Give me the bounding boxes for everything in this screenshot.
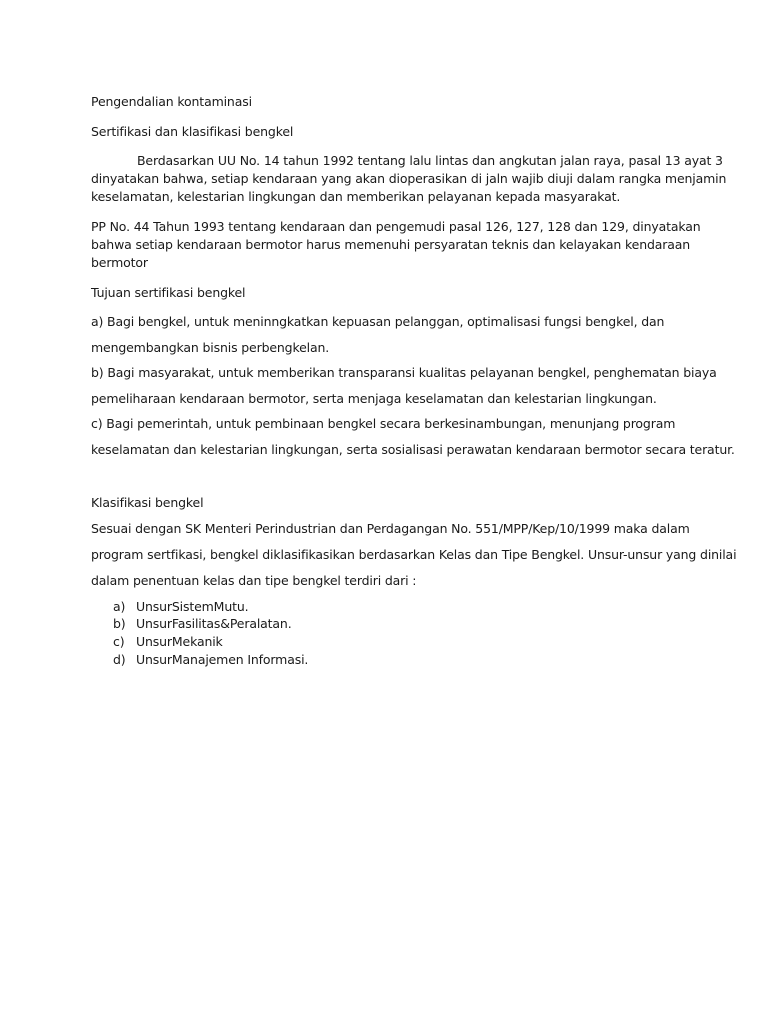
list-item — [113, 615, 292, 633]
paragraph-pp-line-3: bermotor — [91, 255, 148, 270]
paragraph-uu-line-3: keselamatan, kelestarian lingkungan dan memberikan pelayanan kepada masyarakat. — [91, 189, 621, 204]
paragraph-sk-line-2: program sertfikasi, bengkel diklasifikasikan berdasarkan Kelas dan Tipe Bengkel. Unsur-unsur yang dinilai — [91, 547, 737, 562]
paragraph-sk-line-3: dalam penentuan kelas dan tipe bengkel terdiri dari : — [91, 573, 417, 588]
list-item-text: UnsurFasilitas&Peralatan. — [136, 616, 292, 631]
list-item-text: UnsurSistemMutu. — [136, 599, 249, 614]
tujuan-item-a-line-1: a) Bagi bengkel, untuk meninngkatkan kepuasan pelanggan, optimalisasi fungsi bengkel, dan — [91, 314, 665, 329]
document-title: Pengendalian kontaminasi — [91, 94, 252, 109]
list-item — [113, 633, 223, 651]
list-letter: d) — [113, 652, 126, 667]
section-heading-klasifikasi: Klasifikasi bengkel — [91, 495, 204, 510]
tujuan-item-a-line-2: mengembangkan bisnis perbengkelan. — [91, 340, 330, 355]
list-item-text: UnsurManajemen Informasi. — [136, 652, 309, 667]
paragraph-pp-line-1: PP No. 44 Tahun 1993 tentang kendaraan dan pengemudi pasal 126, 127, 128 dan 129, dinyatakan — [91, 219, 701, 234]
paragraph-uu-line-1: Berdasarkan UU No. 14 tahun 1992 tentang lalu lintas dan angkutan jalan raya, pasal 13 ayat 3 — [137, 153, 723, 168]
tujuan-item-c-line-2: keselamatan dan kelestarian lingkungan, serta sosialisasi perawatan kendaraan bermotor secara teratur. — [91, 442, 735, 457]
paragraph-pp-line-2: bahwa setiap kendaraan bermotor harus memenuhi persyaratan teknis dan kelayakan kendaraan — [91, 237, 691, 252]
paragraph-sk-line-1: Sesuai dengan SK Menteri Perindustrian dan Perdagangan No. 551/MPP/Kep/10/1999 maka dalam — [91, 521, 690, 536]
tujuan-item-b-line-1: b) Bagi masyarakat, untuk memberikan transparansi kualitas pelayanan bengkel, penghematan biaya — [91, 365, 717, 380]
paragraph-uu-line-2: dinyatakan bahwa, setiap kendaraan yang akan dioperasikan di jaln wajib diuji dalam rangka menjamin — [91, 171, 727, 186]
section-heading-tujuan: Tujuan sertifikasi bengkel — [91, 285, 246, 300]
list-item — [113, 598, 248, 616]
list-letter: a) — [113, 599, 126, 614]
list-item-text: UnsurMekanik — [136, 634, 223, 649]
tujuan-item-b-line-2: pemeliharaan kendaraan bermotor, serta menjaga keselamatan dan kelestarian lingkungan. — [91, 391, 657, 406]
list-letter: b) — [113, 616, 126, 631]
list-letter: c) — [113, 634, 125, 649]
list-item — [113, 651, 308, 669]
tujuan-item-c-line-1: c) Bagi pemerintah, untuk pembinaan bengkel secara berkesinambungan, menunjang program — [91, 416, 676, 431]
section-heading-sertifikasi: Sertifikasi dan klasifikasi bengkel — [91, 124, 294, 139]
